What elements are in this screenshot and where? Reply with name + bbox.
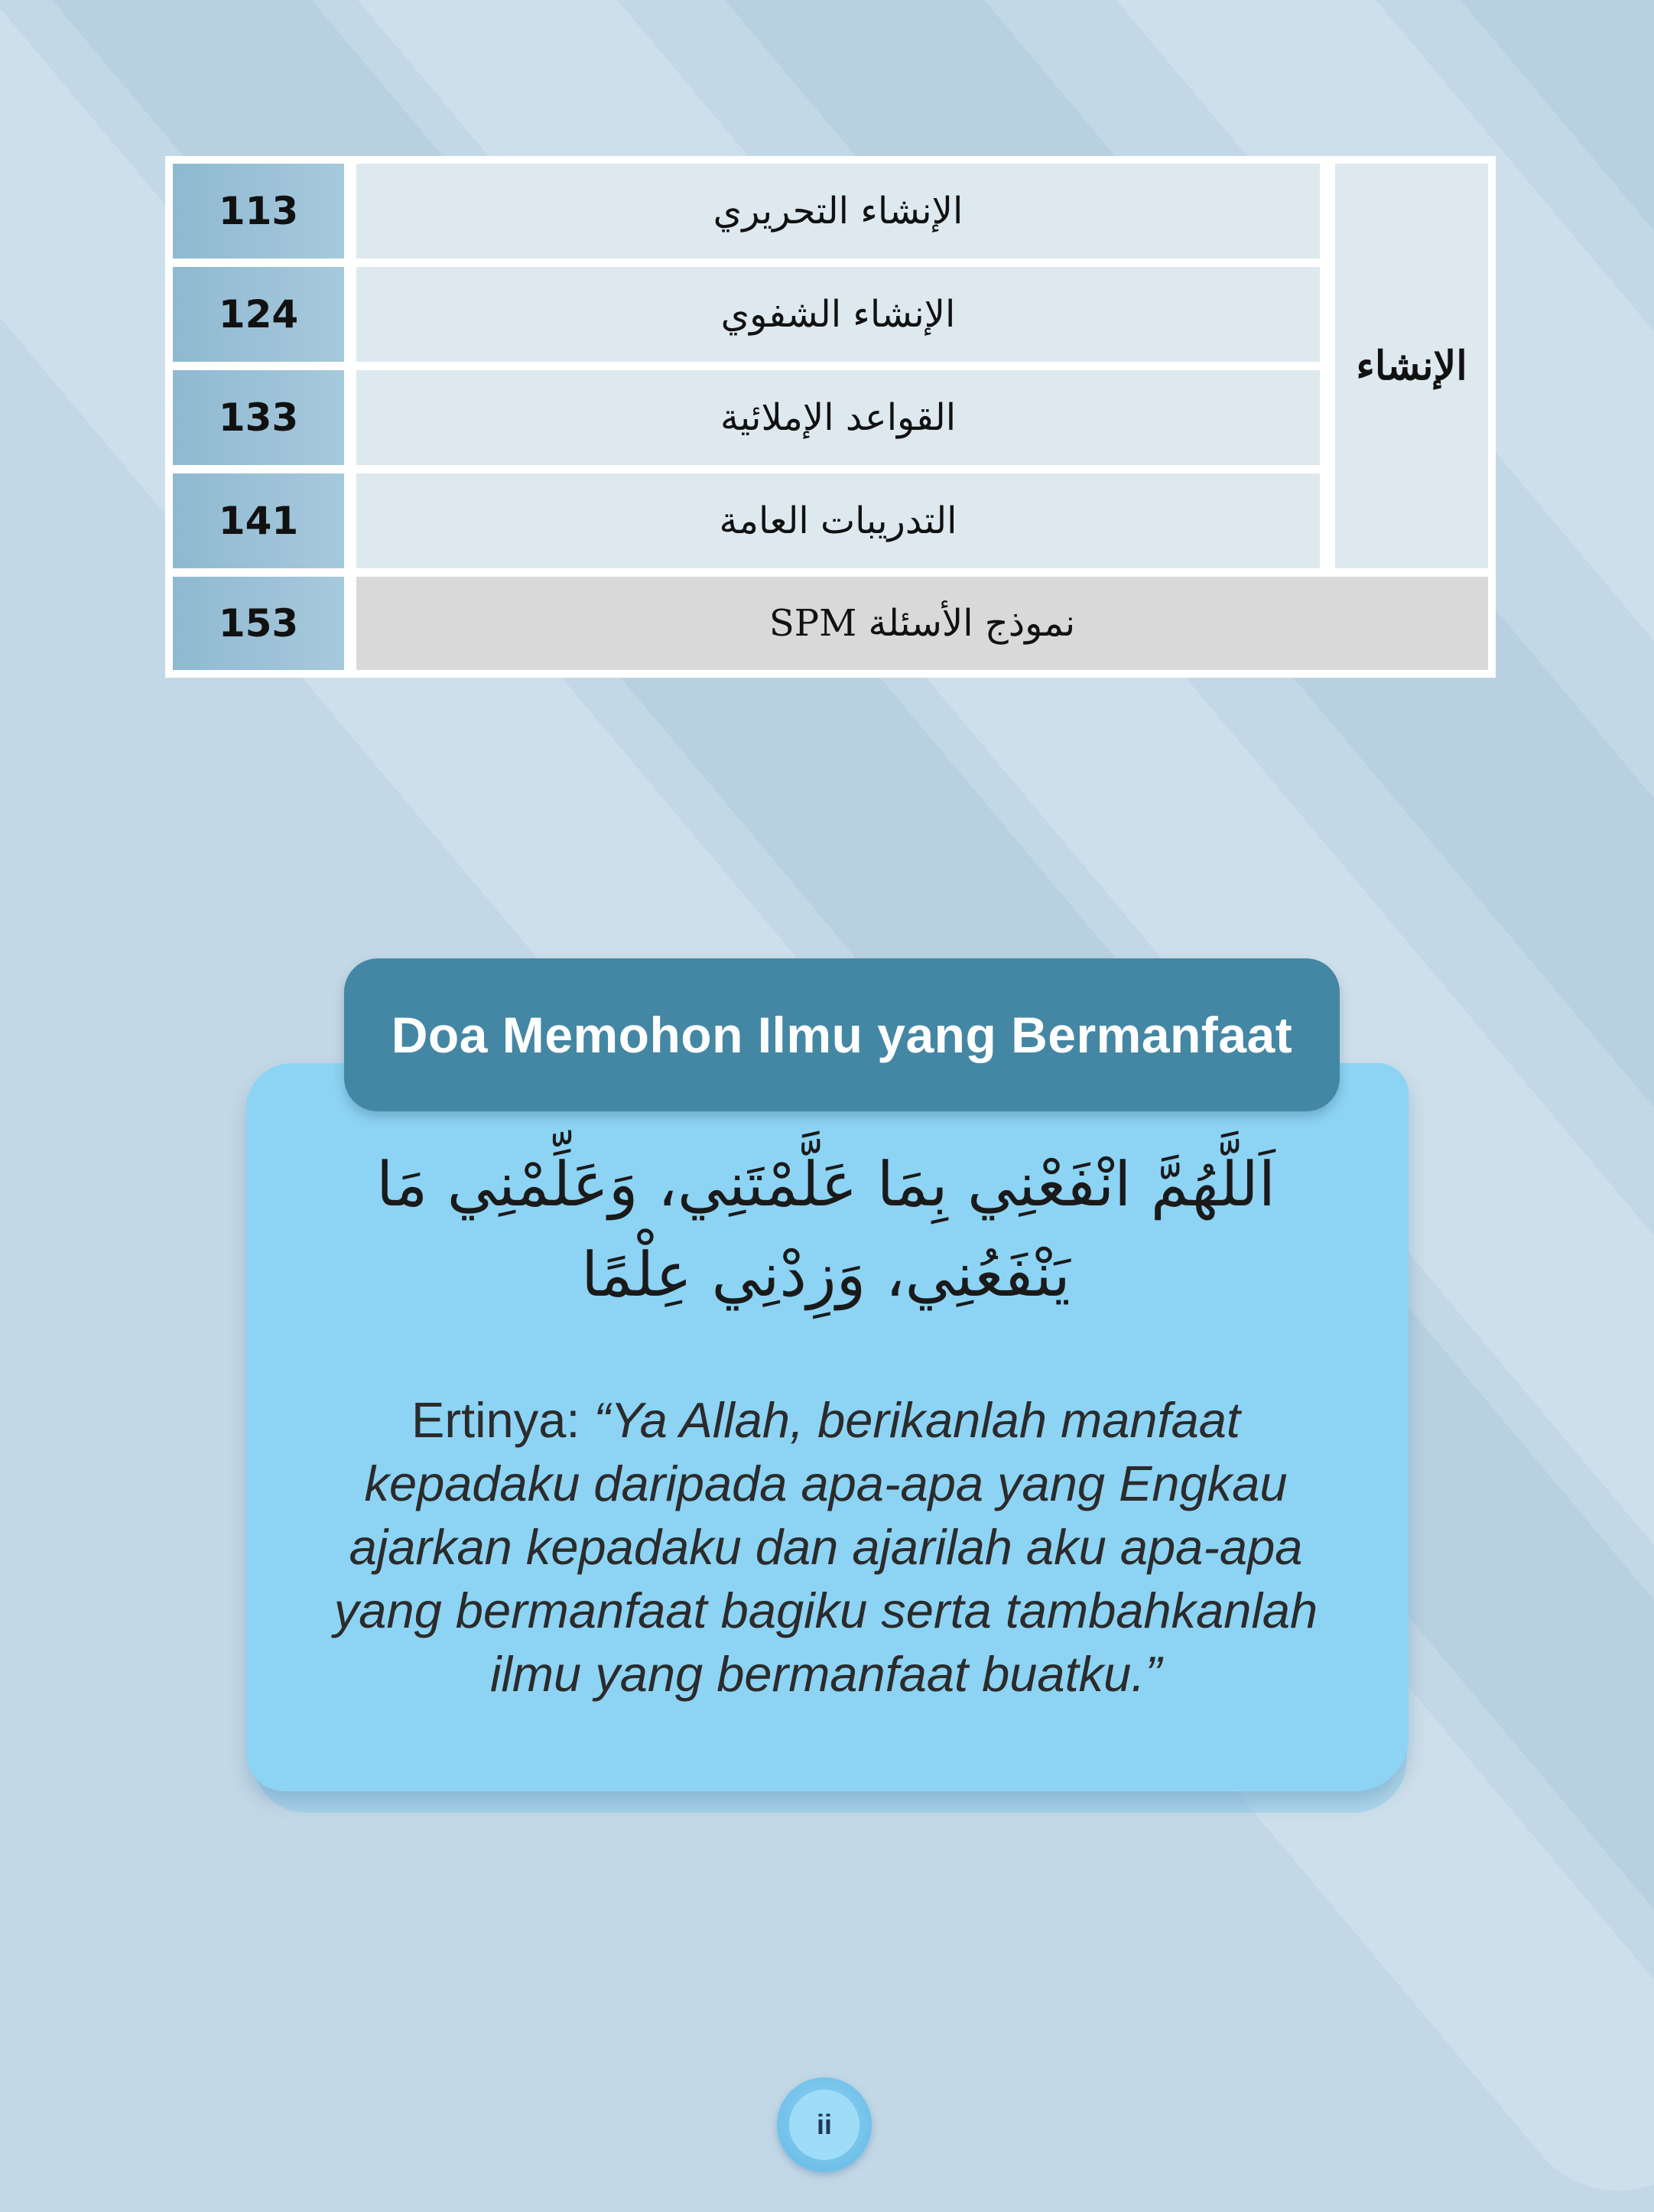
page-number-badge [777, 2077, 872, 2172]
page-number-cell: 113 [173, 164, 344, 259]
toc-entry-title: الإنشاء التحريري [356, 164, 1320, 259]
meaning-text: “Ya Allah, berikanlah manfaat kepadaku daripada apa-apa yang Engkau ajarkan kepadaku dan ajarilah aku apa-apa yang bermanfaat bagiku serta tambahkanlah ilmu yang bermanfaat buatku.” [333, 1392, 1318, 1702]
toc-entry-title: نموذج الأسئلة SPM [356, 577, 1488, 670]
toc-entry-title: التدريبات العامة [356, 473, 1320, 568]
toc-entry-title: القواعد الإملائية [356, 370, 1320, 465]
doa-meaning [306, 1388, 1346, 1706]
toc-section-label: الإنشاء [1335, 164, 1488, 568]
toc-entry-title: الإنشاء الشفوي [356, 267, 1320, 362]
doa-arabic-text: اَللَّهُمَّ انْفَعْنِي بِمَا عَلَّمْتَنِي، وَعَلِّمْنِي مَا يَنْفَعُنِي، وَزِدْنِي عِلْمًا [375, 1149, 1275, 1310]
table-of-contents [165, 156, 1496, 678]
page-number-cell: 153 [173, 577, 344, 670]
page-number-cell: 124 [173, 267, 344, 362]
doa-title: Doa Memohon Ilmu yang Bermanfaat [391, 1007, 1293, 1063]
doa-title-banner [344, 958, 1340, 1111]
meaning-label: Ertinya: [411, 1392, 594, 1448]
page-number: ii [789, 2090, 859, 2160]
page-number-cell: 133 [173, 370, 344, 465]
page-number-cell: 141 [173, 473, 344, 568]
